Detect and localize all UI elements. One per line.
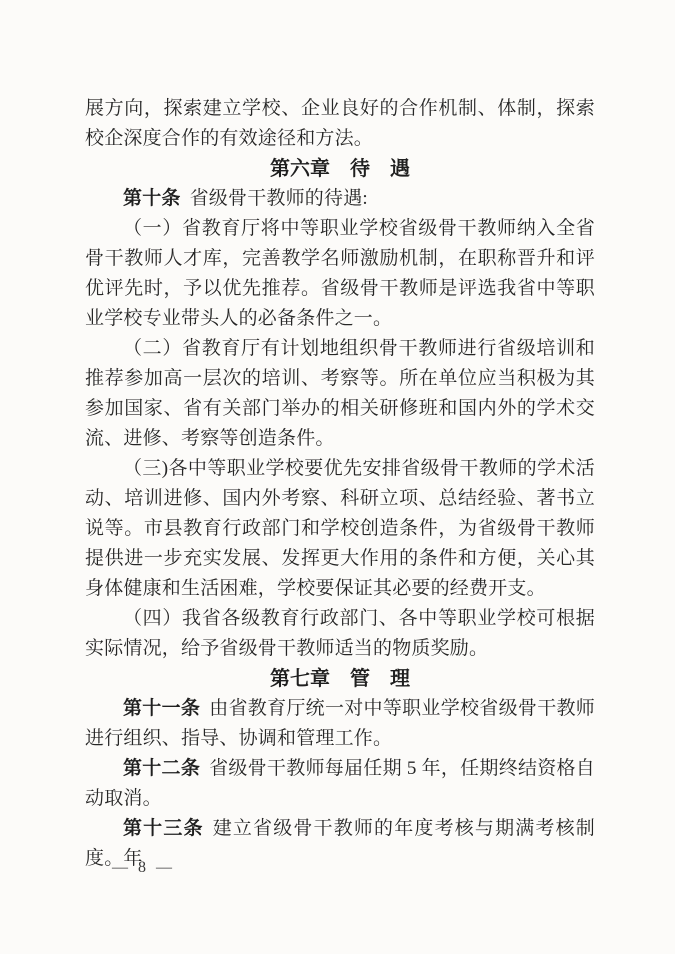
article-12-paragraph — [85, 754, 595, 814]
item-2-paragraph: （二）省教育厅有计划地组织骨干教师进行省级培训和推荐参加高一层次的培训、考察等。所在单位应当积极为其参加国家、省有关部门举办的相关研修班和国内外的学术交流、进修、考察等创造条件。 — [85, 338, 595, 449]
article-13-label: 第十三条 — [123, 818, 204, 839]
article-11-label: 第十一条 — [123, 698, 201, 719]
item-1-paragraph: （一）省教育厅将中等职业学校省级骨干教师纳入全省骨干教师人才库，完善教学名师激励机制，在职称晋升和评优评先时，予以优先推荐。省级骨干教师是评选我省中等职业学校专业带头人的必备条件之一。 — [85, 218, 595, 329]
chapter-6-heading: 第六章 待 遇 — [270, 158, 410, 180]
article-10-label: 第十条 — [123, 188, 181, 209]
article-11-paragraph — [85, 694, 595, 754]
article-10-paragraph — [85, 184, 595, 214]
article-10-text: 省级骨干教师的待遇: — [189, 188, 368, 209]
chapter-7-heading: 第七章 管 理 — [270, 668, 410, 690]
document-body — [85, 94, 595, 874]
article-11-text: 由省教育厅统一对中等职业学校省级骨干教师进行组织、指导、协调和管理工作。 — [85, 698, 595, 749]
page-number: — 8 — — [112, 859, 175, 876]
article-12-label: 第十二条 — [123, 758, 201, 779]
item-3-paragraph: （三)各中等职业学校要优先安排省级骨干教师的学术活动、培训进修、国内外考察、科研立项、总结经验、著书立说等。市县教育行政部门和学校创造条件，为省级骨干教师提供进一步充实发展、发挥更大作用的条件和方便，关心其身体健康和生活困难，学校要保证其必要的经费开支。 — [85, 458, 595, 599]
article-12-text: 省级骨干教师每届任期 5 年，任期终结资格自动取消。 — [85, 758, 595, 809]
article-13-text: 建立省级骨干教师的年度考核与期满考核制度。年 — [85, 818, 595, 869]
continuation-paragraph: 展方向，探索建立学校、企业良好的合作机制、体制，探索校企深度合作的有效途径和方法。 — [85, 98, 595, 149]
item-4-paragraph: （四）我省各级教育行政部门、各中等职业学校可根据实际情况，给予省级骨干教师适当的物质奖励。 — [85, 608, 595, 659]
